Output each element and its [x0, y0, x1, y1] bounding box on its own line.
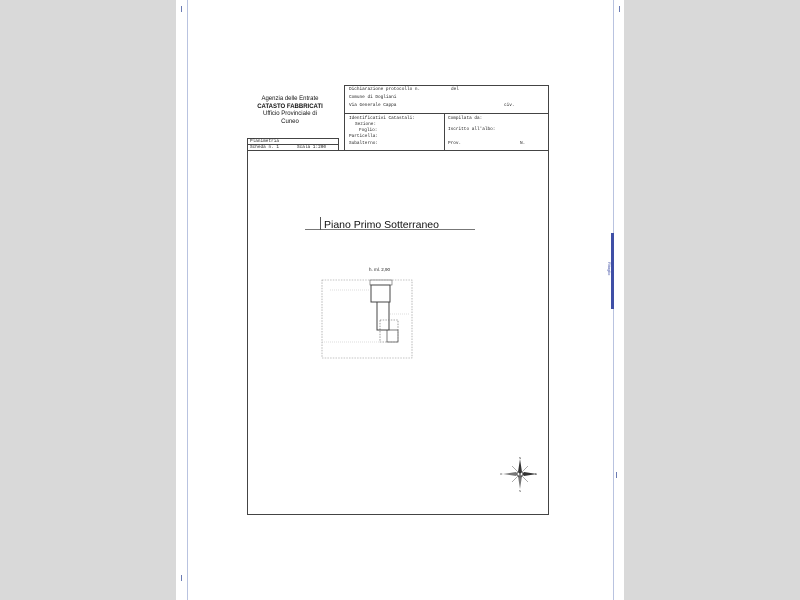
comune-label: Comune di Dogliani	[349, 95, 397, 100]
floor-title-tick	[320, 217, 321, 230]
compilata-label: Compilata da:	[448, 116, 483, 121]
compass-north: N	[519, 456, 522, 460]
foglio-label: Foglio:	[359, 128, 378, 133]
scala-label: Scala 1:200	[297, 145, 326, 150]
agency-catasto: CATASTO FABBRICATI	[257, 103, 323, 110]
iscritto-label: Iscritto all'albo:	[448, 127, 496, 132]
scheda-label: Scheda n. 1	[250, 145, 279, 150]
number-label: N.	[520, 141, 526, 146]
sezione-label: Sezione:	[355, 122, 377, 127]
floor-title: Piano Primo Sotterraneo	[324, 219, 439, 231]
height-label: h. ml. 2,90	[369, 267, 391, 272]
compass-east: E	[535, 472, 538, 476]
agency-block	[250, 96, 330, 126]
floor-plan-drawing	[320, 278, 415, 360]
identificativi-label: Identificativi Catastali:	[349, 116, 415, 121]
compass-south: S	[519, 489, 522, 493]
top-left-tick	[181, 6, 182, 12]
identifiers-divider	[444, 113, 445, 150]
north-arrow-icon	[500, 456, 540, 492]
agency-office: Ufficio Provinciale di	[263, 111, 317, 117]
declaration-date-label: del	[451, 87, 459, 92]
address-label: Via Generale Cappa	[349, 103, 397, 108]
side-cut-label: Ritaglio	[607, 262, 612, 276]
compass-west: O	[500, 472, 503, 476]
mid-right-tick	[616, 472, 617, 478]
bottom-left-tick	[181, 575, 182, 581]
particella-label: Particella:	[349, 134, 378, 139]
subalterno-label: Subalterno:	[349, 141, 378, 146]
declaration-label: Dichiarazione protocollo n.	[349, 87, 421, 92]
agency-city: Cuneo	[281, 118, 299, 125]
planimetria-title: Planimetria	[250, 139, 279, 144]
prov-label: Prov.	[448, 141, 462, 146]
agency-name: Agenzia delle Entrate	[261, 96, 319, 102]
top-right-tick	[619, 6, 620, 12]
left-guide-line	[187, 0, 188, 600]
civic-label: civ.	[504, 103, 515, 108]
